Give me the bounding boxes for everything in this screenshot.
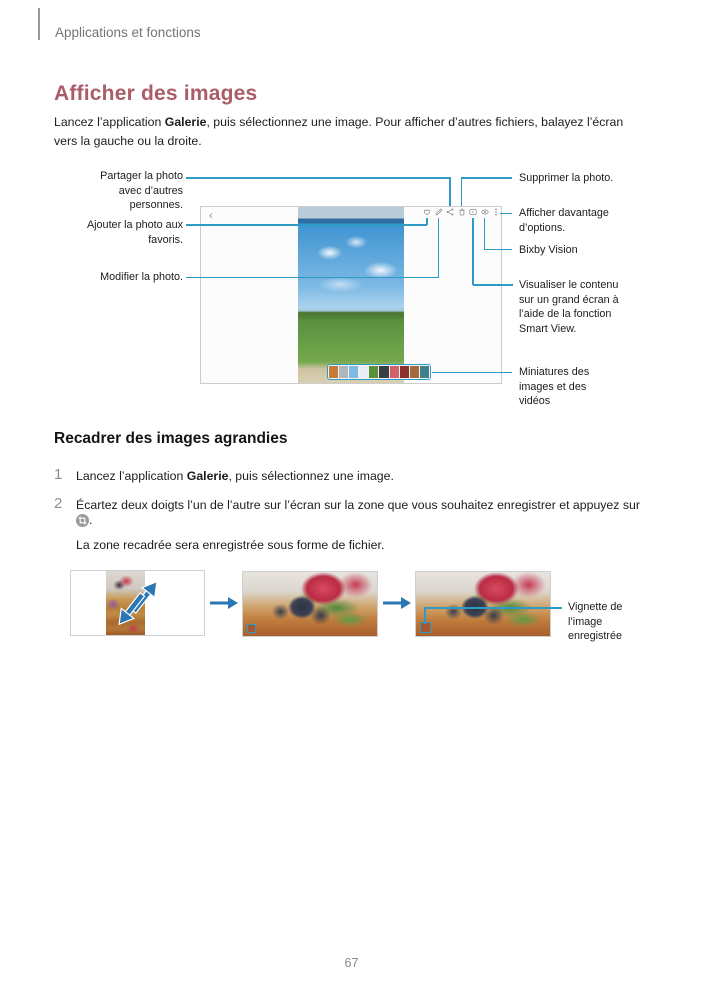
thumbnail (390, 366, 399, 378)
leader-vignette-h (424, 607, 562, 609)
step1-text (76, 467, 656, 486)
gallery-toolbar (423, 208, 500, 216)
figure-zoomed (242, 571, 378, 637)
leader-delete-h (461, 177, 512, 179)
step1-app-name: Galerie (186, 469, 229, 483)
more-options-icon (492, 208, 500, 216)
step2-number: 2 (54, 495, 63, 512)
step1-post: , puis sélectionnez une image. (228, 469, 394, 483)
crop-save-icon (76, 514, 89, 527)
pinch-out-icon (108, 571, 168, 633)
smart-view-icon (469, 208, 477, 216)
caption-vignette: Vignette de l’image enregistrée (568, 601, 623, 642)
tablet-screenshot (200, 206, 502, 384)
leader-delete-v (461, 177, 463, 206)
leader-favorite-v (426, 218, 428, 225)
step1-pre: Lancez l’application (76, 469, 187, 483)
berry-photo (416, 572, 550, 636)
leader-bixby-v (484, 218, 486, 250)
thumbnail (410, 366, 419, 378)
callout-smart-view: Visualiser le contenu sur un grand écran à l’aide de la fonction Smart View. (519, 279, 619, 335)
callout-bixby-vision: Bixby Vision (519, 244, 578, 256)
subsection-title: Recadrer des images agrandies (54, 430, 288, 447)
callout-delete: Supprimer la photo. (519, 172, 614, 184)
callout-share: Partager la photo avec d’autres personnes. (100, 170, 183, 211)
leader-edit-h (186, 277, 439, 279)
leader-thumbnails-h (432, 372, 512, 374)
thumbnail (339, 366, 348, 378)
thumbnail (379, 366, 388, 378)
leader-more-h (500, 213, 512, 215)
step2-after-icon: . (89, 513, 93, 527)
section-title: Afficher des images (54, 82, 258, 105)
back-icon: ‹ (209, 210, 213, 222)
page-number: 67 (344, 956, 359, 970)
callout-favorite: Ajouter la photo aux favoris. (86, 219, 183, 246)
thumbnail (349, 366, 358, 378)
chapter-header: Applications et fonctions (55, 25, 201, 40)
bixby-vision-icon (481, 208, 489, 216)
leader-smartview-h (473, 284, 513, 286)
favorite-icon (423, 208, 431, 216)
gallery-photo (298, 207, 404, 383)
step1-number: 1 (54, 466, 63, 483)
share-icon (446, 208, 454, 216)
next-arrow-icon (210, 596, 238, 610)
callout-edit: Modifier la photo. (100, 271, 183, 283)
berry-photo (243, 572, 377, 636)
step2-text: Écartez deux doigts l’un de l’autre sur l’écran sur la zone que vous souhaitez enregistrer et appuyez sur (76, 498, 640, 512)
callout-thumbnails: Miniatures des images et des vidéos (519, 366, 590, 407)
thumbnail (369, 366, 378, 378)
callout-more-options: Afficher davantage d’options. (519, 207, 609, 234)
leader-bixby-h (484, 249, 512, 251)
intro-pre: Lancez l’application (54, 115, 165, 129)
step2-note: La zone recadrée sera enregistrée sous forme de fichier. (76, 538, 385, 552)
leader-smartview-v (472, 218, 474, 285)
thumbnail-strip (327, 364, 431, 380)
leader-share-h (186, 177, 450, 179)
step2-icon-line (76, 513, 92, 528)
header-rule (38, 8, 40, 40)
saved-thumbnail (247, 624, 256, 633)
leader-vignette-v (424, 607, 426, 624)
delete-icon (458, 208, 466, 216)
next-arrow-icon (383, 596, 411, 610)
leader-edit-v (438, 218, 440, 278)
thumbnail (359, 366, 368, 378)
intro-app-name: Galerie (164, 115, 207, 129)
figure-saved (415, 571, 551, 637)
thumbnail (400, 366, 409, 378)
leader-share-v (449, 177, 451, 206)
thumbnail (329, 366, 338, 378)
edit-icon (435, 208, 443, 216)
thumbnail (420, 366, 429, 378)
saved-thumbnail-highlight (420, 622, 431, 633)
intro-post: , puis sélectionnez une image. Pour afficher d’autres fichiers, balayez l’écran vers la gauche ou la droite. (54, 115, 624, 148)
leader-favorite-h (186, 224, 427, 226)
intro-paragraph (54, 113, 648, 151)
